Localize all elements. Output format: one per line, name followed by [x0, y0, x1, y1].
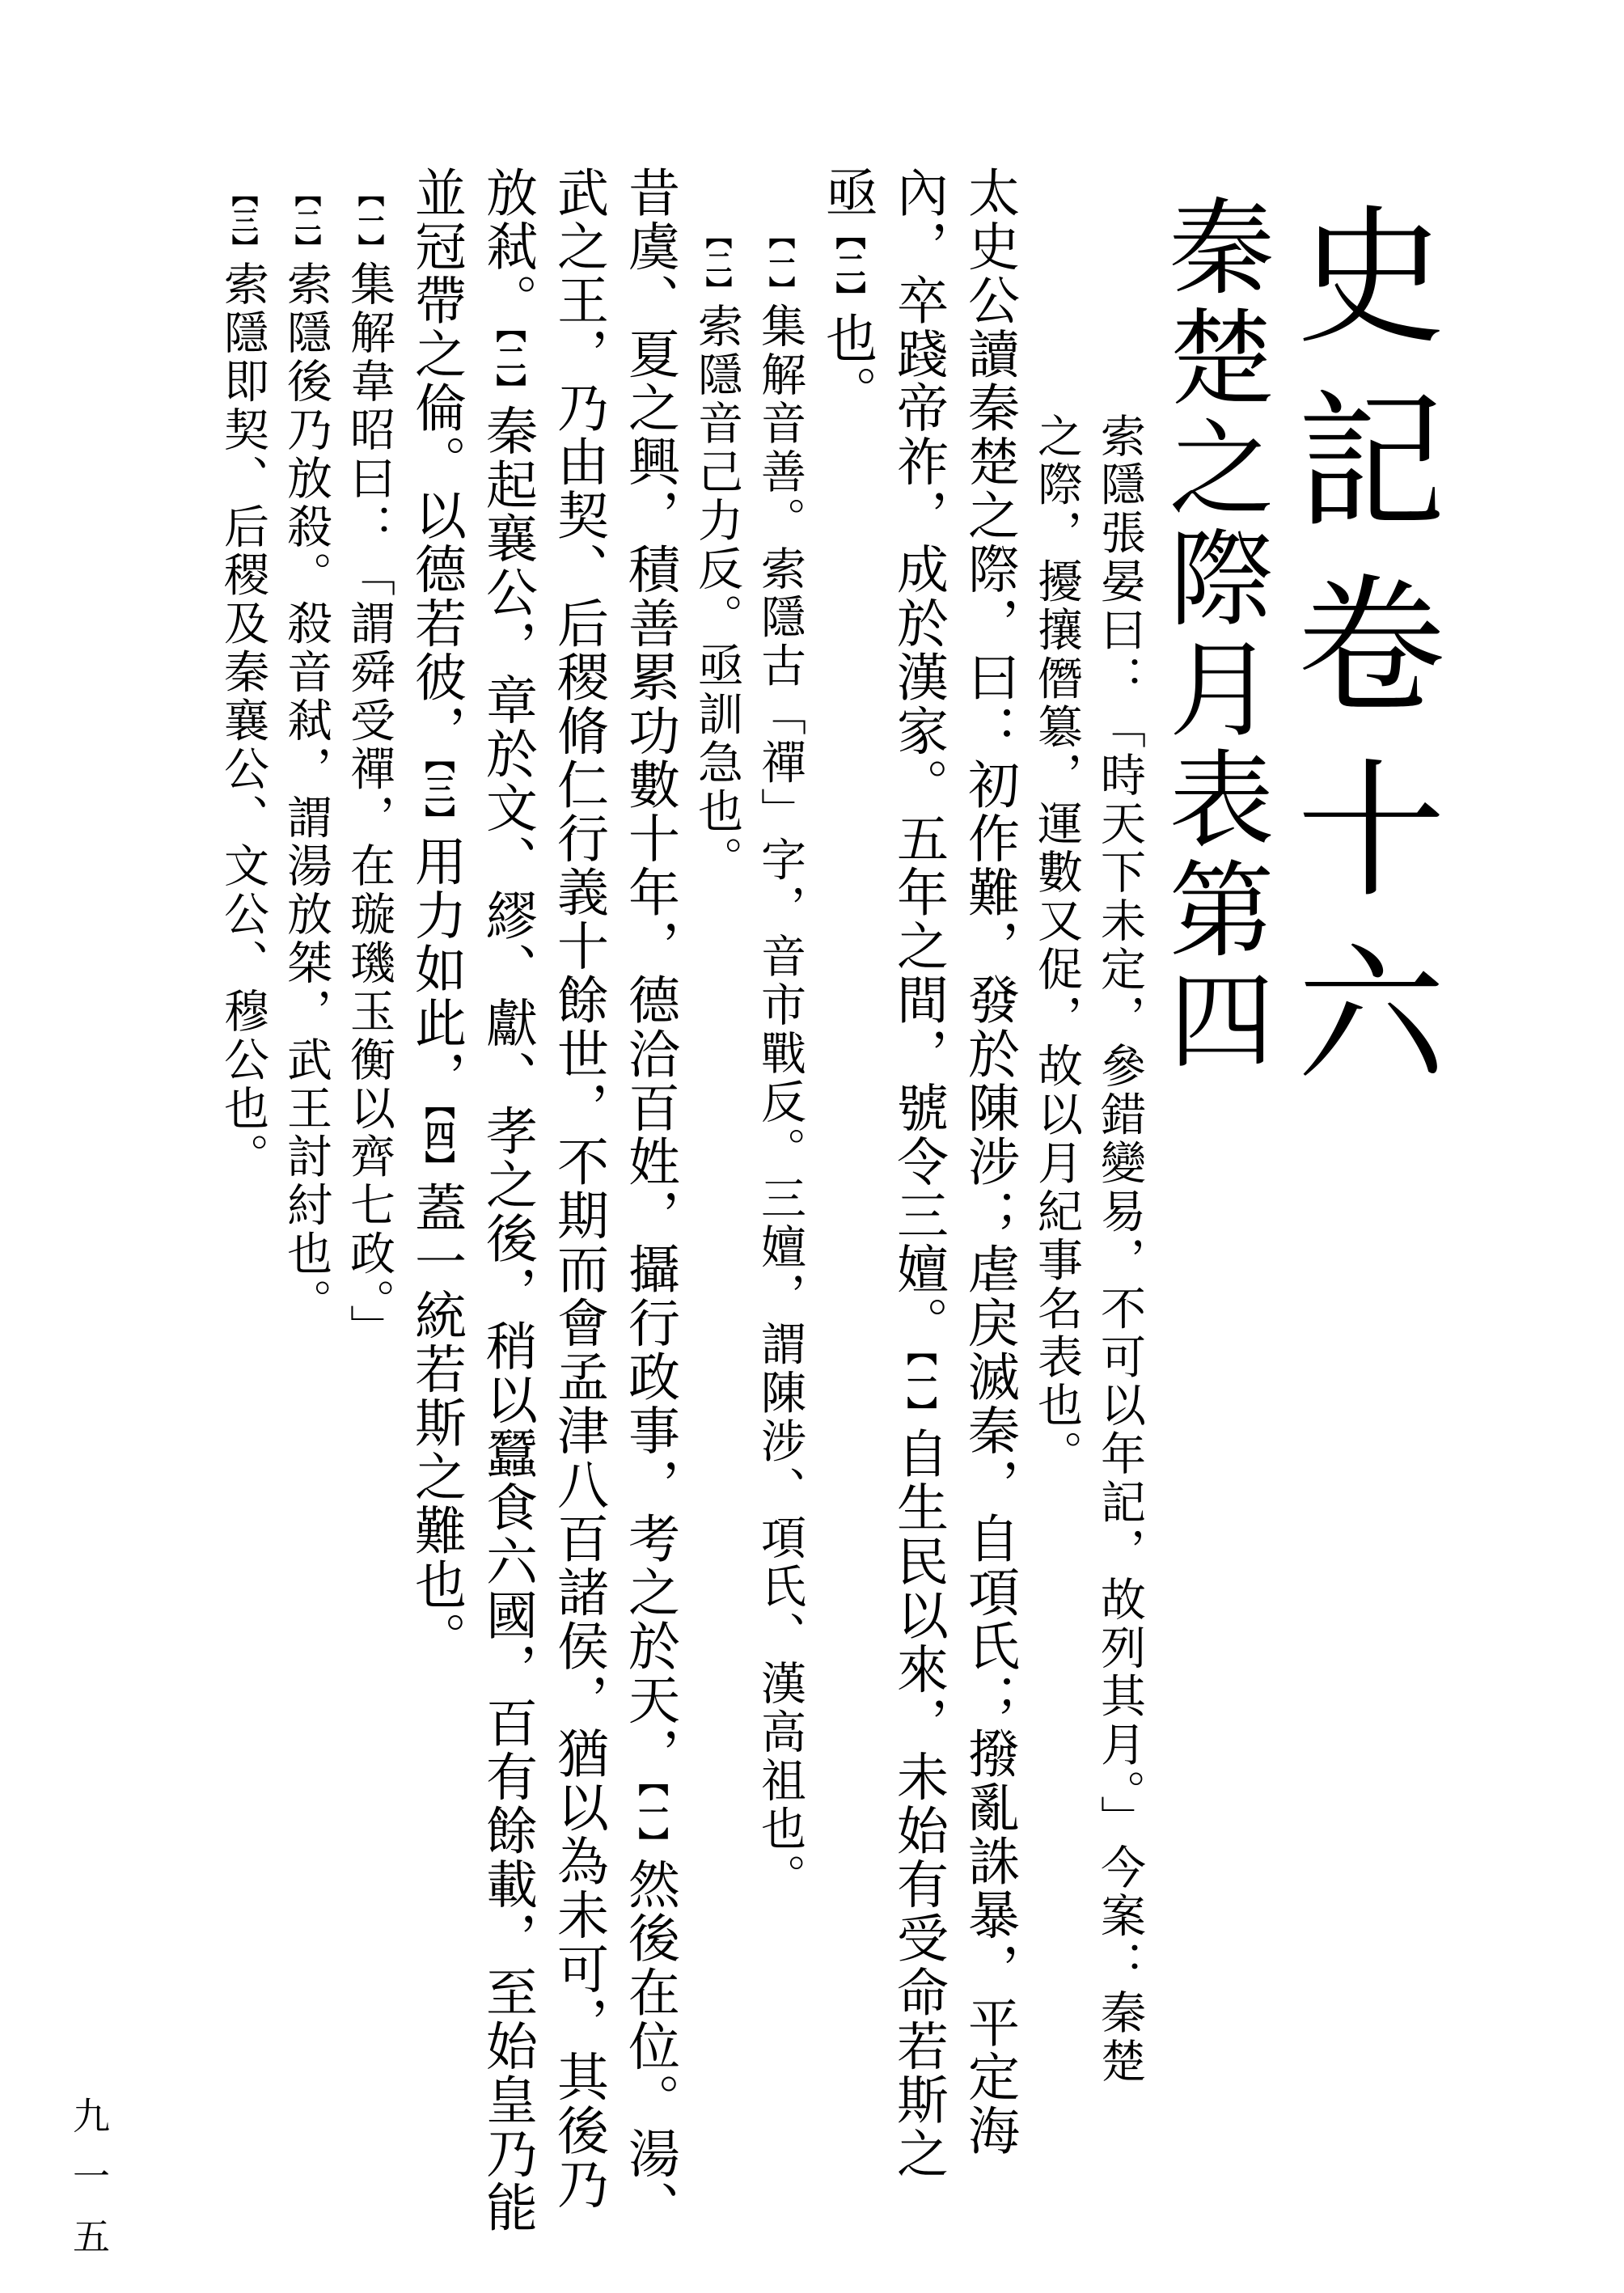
note-number-marker: 【三】 — [228, 180, 257, 261]
chapter-title-annotation — [1025, 166, 1151, 2293]
text-column: 武之王，乃由契、后稷脩仁行義十餘世，不期而會孟津八百諸侯，猶以為未可，其後乃 — [550, 166, 607, 2212]
text-column: 並冠帶之倫。以德若彼，【三】用力如此，【四】蓋一統若斯之難也。 — [408, 166, 465, 1666]
text-column: 【一】集解音善。索隱古「禪」字，音市戰反。三嬗，謂陳涉、項氏、漢高祖也。 — [755, 222, 805, 1902]
note-number-marker: 【一】 — [354, 180, 383, 261]
chapter-title: 秦楚之際月表第四 — [1153, 192, 1270, 1076]
text-column: 【一】集解韋昭曰：「謂舜受禪，在璇璣玉衡以齊七政。」 — [344, 180, 394, 1353]
note-number-marker: 【二】 — [702, 222, 731, 303]
note-number-marker: 【一】 — [633, 1780, 666, 1858]
text-column: 【二】索隱後乃放殺。殺音弒，謂湯放桀，武王討紂也。 — [281, 180, 331, 1327]
note-number-marker: 【一】 — [765, 222, 794, 303]
text-column: 放弒。【二】秦起襄公，章於文、繆、獻、孝之後，稍以蠶食六國，百有餘載，至始皇乃能 — [479, 166, 536, 2235]
main-paragraph-2 — [400, 166, 685, 2293]
note-number-marker: 【一】 — [902, 1350, 935, 1428]
commentary-block-1 — [685, 166, 811, 2293]
text-column: 之際，擾攘僭簒，運數又促，故以月紀事名表也。 — [1031, 412, 1081, 1479]
main-paragraph-1 — [811, 166, 1025, 2293]
commentary-block-2 — [211, 166, 400, 2293]
note-number-marker: 【四】 — [420, 1104, 453, 1182]
text-column: 內，卒踐帝祚，成於漢家。五年之間，號令三嬗。【一】自生民以來，未始有受命若斯之 — [890, 166, 947, 2181]
note-number-marker: 【二】 — [831, 219, 864, 312]
text-column: 太史公讀秦楚之際，曰：初作難，發於陳涉；虐戾滅秦，自項氏；撥亂誅暴，平定海 — [961, 166, 1018, 2158]
note-number-marker: 【二】 — [291, 180, 320, 261]
text-column: 【三】索隱即契、后稷及秦襄公、文公、穆公也。 — [218, 180, 268, 1182]
text-column: 昔虞、夏之興，積善累功數十年，德洽百姓，攝行政事，考之於天，【一】然後在位。湯、 — [621, 166, 679, 2235]
page-number: 九一五 — [68, 2096, 109, 2278]
note-number-marker: 【三】 — [420, 758, 453, 836]
text-column: 索隱張晏曰：「時天下未定，參錯變易，不可以年記，故列其月。」今案：秦楚 — [1094, 412, 1144, 2087]
text-column: 亟【二】也。 — [818, 166, 876, 420]
text-column: 【二】索隱音己力反。亟訓急也。 — [691, 222, 742, 885]
note-number-marker: 【二】 — [491, 327, 524, 404]
volume-title: 史記卷十六 — [1275, 198, 1440, 1121]
